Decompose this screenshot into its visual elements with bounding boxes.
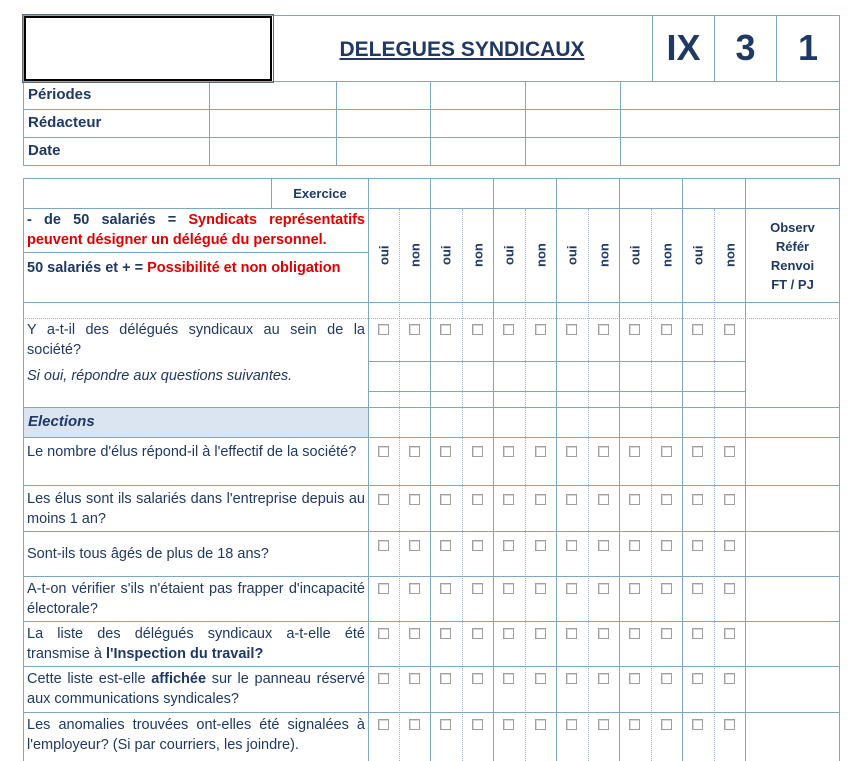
checkbox-oui[interactable] — [692, 446, 703, 457]
checkbox-oui[interactable] — [629, 494, 640, 505]
checkbox-non[interactable] — [724, 673, 735, 684]
checkbox-oui[interactable] — [378, 324, 389, 335]
checkbox-non[interactable] — [661, 673, 672, 684]
checkbox-oui[interactable] — [440, 628, 451, 639]
checkbox-non[interactable] — [535, 540, 546, 551]
question-age: Sont-ils tous âgés de plus de 18 ans? — [27, 546, 269, 562]
checkbox-oui[interactable] — [440, 324, 451, 335]
checkbox-oui[interactable] — [629, 628, 640, 639]
checkbox-oui[interactable] — [378, 494, 389, 505]
checkbox-non[interactable] — [472, 673, 483, 684]
label-date: Date — [28, 142, 61, 159]
ft-pj-line: FT / PJ — [771, 277, 814, 292]
checkbox-non[interactable] — [409, 673, 420, 684]
section-elections: Elections — [28, 413, 95, 430]
observ-line: Observ — [770, 220, 815, 235]
answer-label-oui: oui — [690, 245, 706, 265]
checkbox-non[interactable] — [724, 446, 735, 457]
checkbox-non[interactable] — [535, 494, 546, 505]
checkbox-non[interactable] — [598, 540, 609, 551]
checkbox-non[interactable] — [598, 324, 609, 335]
section-code-a: 3 — [735, 27, 756, 68]
checkbox-non[interactable] — [724, 583, 735, 594]
checkbox-oui[interactable] — [692, 673, 703, 684]
checkbox-oui[interactable] — [566, 628, 577, 639]
checkbox-oui[interactable] — [503, 540, 514, 551]
answer-label-non: non — [722, 243, 738, 267]
checkbox-non[interactable] — [409, 494, 420, 505]
checkbox-non[interactable] — [535, 446, 546, 457]
checkbox-non[interactable] — [409, 628, 420, 639]
note-over-50: 50 salariés et + = Possibilité et non obligation — [27, 260, 341, 276]
checkbox-oui[interactable] — [440, 540, 451, 551]
checkbox-non[interactable] — [472, 446, 483, 457]
answer-label-non: non — [659, 243, 675, 267]
checkbox-oui[interactable] — [566, 719, 577, 730]
answer-label-oui: oui — [438, 245, 454, 265]
checkbox-oui[interactable] — [440, 719, 451, 730]
question-nombre-elus: Le nombre d'élus répond-il à l'effectif de la société? — [27, 444, 357, 460]
checkbox-oui[interactable] — [503, 446, 514, 457]
checkbox-oui[interactable] — [566, 540, 577, 551]
input-date-1[interactable] — [210, 138, 336, 165]
checkbox-non[interactable] — [661, 628, 672, 639]
checkbox-oui[interactable] — [629, 540, 640, 551]
checkbox-non[interactable] — [472, 494, 483, 505]
observ-header — [746, 218, 839, 294]
checkbox-oui[interactable] — [440, 446, 451, 457]
checkbox-non[interactable] — [535, 324, 546, 335]
checkbox-non[interactable] — [409, 446, 420, 457]
checkbox-non[interactable] — [598, 446, 609, 457]
note-under-50: - de 50 salariés = Syndicats représentatifs peuvent désigner un délégué du personnel. — [27, 212, 365, 248]
checkbox-non[interactable] — [598, 719, 609, 730]
question-incapacite: A-t-on vérifier s'ils n'étaient pas frapper d'incapacité électorale? — [27, 581, 365, 617]
answer-label-oui: oui — [376, 245, 392, 265]
checkbox-oui[interactable] — [566, 446, 577, 457]
checkbox-oui[interactable] — [692, 583, 703, 594]
checkbox-non[interactable] — [472, 719, 483, 730]
checkbox-oui[interactable] — [566, 583, 577, 594]
checkbox-non[interactable] — [724, 540, 735, 551]
checkbox-non[interactable] — [535, 719, 546, 730]
checkbox-oui[interactable] — [503, 324, 514, 335]
checkbox-oui[interactable] — [629, 583, 640, 594]
section-code: IX — [666, 27, 701, 68]
refer-line: Référ — [775, 239, 810, 254]
answer-label-oui: oui — [501, 245, 517, 265]
checkbox-oui[interactable] — [378, 673, 389, 684]
checkbox-non[interactable] — [724, 628, 735, 639]
answer-label-non: non — [596, 243, 612, 267]
label-periodes: Périodes — [28, 86, 92, 103]
checkbox-oui[interactable] — [440, 494, 451, 505]
checkbox-non[interactable] — [409, 583, 420, 594]
checkbox-non[interactable] — [472, 324, 483, 335]
answer-label-oui: oui — [564, 245, 580, 265]
checkbox-non[interactable] — [409, 719, 420, 730]
checkbox-non[interactable] — [472, 540, 483, 551]
checkbox-non[interactable] — [661, 324, 672, 335]
checkbox-oui[interactable] — [378, 540, 389, 551]
checkbox-non[interactable] — [661, 719, 672, 730]
input-redacteur-1[interactable] — [210, 110, 336, 137]
checkbox-non[interactable] — [598, 628, 609, 639]
checkbox-non[interactable] — [535, 673, 546, 684]
checkbox-oui[interactable] — [378, 446, 389, 457]
answer-label-non: non — [470, 243, 486, 267]
checkbox-oui[interactable] — [440, 583, 451, 594]
checkbox-oui[interactable] — [629, 446, 640, 457]
checkbox-oui[interactable] — [440, 673, 451, 684]
checkbox-oui[interactable] — [503, 719, 514, 730]
checkbox-oui[interactable] — [503, 583, 514, 594]
checkbox-oui[interactable] — [692, 324, 703, 335]
question-inspection: La liste des délégués syndicaux a-t-elle été transmise à l'Inspection du travail? — [27, 626, 365, 662]
renvoi-line: Renvoi — [770, 258, 815, 273]
checkbox-non[interactable] — [724, 719, 735, 730]
checkbox-oui[interactable] — [566, 673, 577, 684]
checkbox-non[interactable] — [724, 324, 735, 335]
checkbox-non[interactable] — [409, 324, 420, 335]
checkbox-oui[interactable] — [503, 628, 514, 639]
checkbox-non[interactable] — [724, 494, 735, 505]
checkbox-non[interactable] — [535, 628, 546, 639]
checkbox-non[interactable] — [661, 494, 672, 505]
checkbox-oui[interactable] — [629, 324, 640, 335]
logo-placeholder — [24, 16, 272, 81]
checkbox-oui[interactable] — [503, 673, 514, 684]
section-code-b: 1 — [797, 27, 819, 68]
checkbox-oui[interactable] — [503, 494, 514, 505]
checkbox-non[interactable] — [598, 673, 609, 684]
question-note: Si oui, répondre aux questions suivantes. — [27, 368, 293, 384]
checkbox-oui[interactable] — [692, 628, 703, 639]
answer-label-non: non — [533, 243, 549, 267]
checkbox-non[interactable] — [535, 583, 546, 594]
input-periodes-1[interactable] — [210, 82, 336, 109]
checkbox-oui[interactable] — [692, 540, 703, 551]
page-title: DELEGUES SYNDICAUX — [339, 38, 585, 61]
checkbox-non[interactable] — [598, 494, 609, 505]
question-delegues: Y a-t-il des délégués syndicaux au sein de la société? — [27, 322, 365, 358]
checkbox-oui[interactable] — [566, 494, 577, 505]
checkbox-non[interactable] — [661, 446, 672, 457]
checkbox-non[interactable] — [598, 583, 609, 594]
checkbox-non[interactable] — [661, 583, 672, 594]
label-redacteur: Rédacteur — [28, 114, 102, 131]
checkbox-non[interactable] — [409, 540, 420, 551]
exercice-label: Exercice — [293, 186, 347, 201]
question-anciennete: Les élus sont ils salariés dans l'entreprise depuis au moins 1 an? — [27, 491, 365, 527]
checkbox-oui[interactable] — [629, 719, 640, 730]
checkbox-non[interactable] — [472, 583, 483, 594]
checkbox-oui[interactable] — [692, 719, 703, 730]
answer-label-non: non — [407, 243, 423, 267]
checkbox-non[interactable] — [661, 540, 672, 551]
checkbox-oui[interactable] — [629, 673, 640, 684]
checkbox-oui[interactable] — [692, 494, 703, 505]
checkbox-oui[interactable] — [378, 628, 389, 639]
checkbox-oui[interactable] — [378, 583, 389, 594]
answer-label-oui: oui — [627, 245, 643, 265]
question-anomalies: Les anomalies trouvées ont-elles été signalées à l'employeur? (Si par courriers, les joindre). — [27, 717, 365, 753]
checkbox-non[interactable] — [472, 628, 483, 639]
checkbox-oui[interactable] — [378, 719, 389, 730]
question-affichage: Cette liste est-elle affichée sur le panneau réservé aux communications syndicales? — [27, 671, 365, 707]
checkbox-oui[interactable] — [566, 324, 577, 335]
